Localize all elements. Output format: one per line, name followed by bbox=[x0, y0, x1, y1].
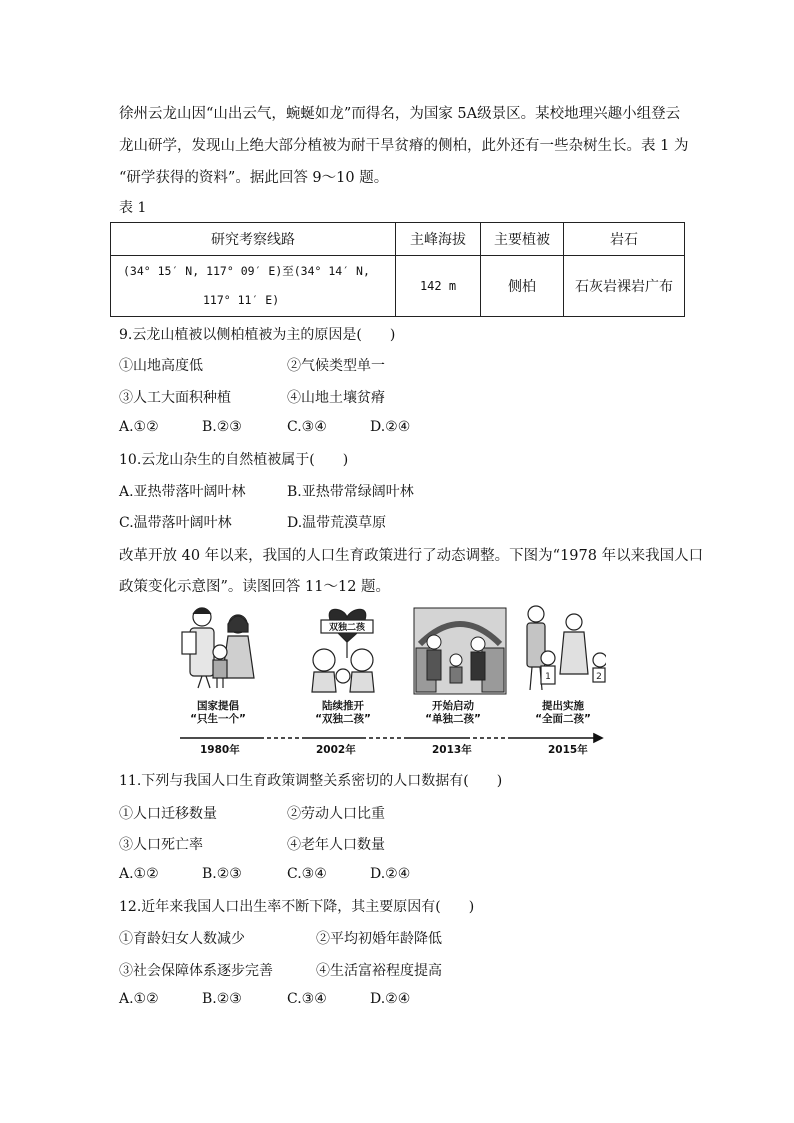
q12-option-4: ④生活富裕程度提高 bbox=[316, 963, 442, 979]
intro-line-2: 龙山研学，发现山上绝大部分植被为耐干旱贫瘠的侧柏，此外还有一些杂树生长。表 1 为 bbox=[119, 138, 689, 154]
table-cell-altitude: 142 m bbox=[396, 256, 481, 317]
q11-option-4: ④老年人口数量 bbox=[287, 837, 385, 853]
table-header-row bbox=[111, 223, 685, 256]
q11-choice-b: B.②③ bbox=[202, 866, 242, 882]
caption-2013-line-1: 开始启动 bbox=[432, 700, 474, 712]
one-child-family-illustration bbox=[182, 608, 254, 688]
table-row bbox=[111, 256, 685, 317]
q9-option-1: ①山地高度低 bbox=[119, 358, 203, 374]
q11-option-3: ③人口死亡率 bbox=[119, 837, 203, 853]
policy-illustration bbox=[176, 600, 606, 756]
q12-choice-d: D.②④ bbox=[370, 991, 411, 1007]
q10-choice-d: D.温带荒漠草原 bbox=[287, 515, 387, 531]
q9-stem: 9.云龙山植被以侧柏植被为主的原因是( ) bbox=[119, 327, 396, 343]
caption-2015 bbox=[518, 700, 608, 726]
table-header-altitude: 主峰海拔 bbox=[396, 223, 481, 256]
route-line-1: (34° 15′ N, 117° 09′ E)至(34° 14′ N, bbox=[123, 264, 370, 278]
q12-option-2: ②平均初婚年龄降低 bbox=[316, 931, 442, 947]
q12-option-1: ①育龄妇女人数减少 bbox=[119, 931, 245, 947]
year-2013: 2013年 bbox=[432, 744, 472, 756]
svg-text:2: 2 bbox=[596, 672, 602, 682]
caption-2013 bbox=[408, 700, 498, 726]
caption-2015-line-1: 提出实施 bbox=[542, 700, 584, 712]
table-header-vegetation: 主要植被 bbox=[481, 223, 564, 256]
q10-choice-a: A.亚热带落叶阔叶林 bbox=[119, 484, 246, 500]
q9-choice-a: A.①② bbox=[119, 419, 159, 435]
svg-text:1: 1 bbox=[545, 672, 551, 682]
intro2-line-2: 政策变化示意图”。读图回答 11～12 题。 bbox=[119, 579, 391, 595]
caption-2002 bbox=[298, 700, 388, 726]
caption-2002-line-2: “双独二孩” bbox=[315, 713, 371, 725]
q12-choice-a: A.①② bbox=[119, 991, 159, 1007]
q9-option-2: ②气候类型单一 bbox=[287, 358, 385, 374]
caption-2013-line-2: “单独二孩” bbox=[425, 713, 481, 725]
q10-stem: 10.云龙山杂生的自然植被属于( ) bbox=[119, 452, 349, 468]
q9-choice-c: C.③④ bbox=[287, 419, 327, 435]
q9-option-3: ③人工大面积种植 bbox=[119, 390, 231, 406]
population-policy-figure bbox=[176, 600, 606, 756]
heart-label: 双独二孩 bbox=[328, 623, 366, 633]
table-cell-route bbox=[111, 256, 396, 317]
caption-2015-line-2: “全面二孩” bbox=[535, 713, 591, 725]
table-caption: 表 1 bbox=[119, 200, 147, 216]
caption-1980-line-2: “只生一个” bbox=[190, 713, 246, 725]
q11-stem: 11.下列与我国人口生育政策调整关系密切的人口数据有( ) bbox=[119, 773, 503, 789]
year-2002: 2002年 bbox=[316, 744, 356, 756]
table-header-rock: 岩石 bbox=[564, 223, 685, 256]
route-line-2: 117° 11′ E) bbox=[203, 293, 280, 307]
table-header-route: 研究考察线路 bbox=[111, 223, 396, 256]
caption-2002-line-1: 陆续推开 bbox=[322, 700, 364, 712]
year-2015: 2015年 bbox=[548, 744, 588, 756]
q12-option-3: ③社会保障体系逐步完善 bbox=[119, 963, 273, 979]
caption-1980 bbox=[173, 700, 263, 726]
q11-option-2: ②劳动人口比重 bbox=[287, 806, 385, 822]
intro2-line-1: 改革开放 40 年以来，我国的人口生育政策进行了动态调整。下图为“1978 年以来我国人口 bbox=[119, 548, 704, 564]
timeline-axis bbox=[180, 734, 602, 742]
q12-choice-c: C.③④ bbox=[287, 991, 327, 1007]
q11-choice-c: C.③④ bbox=[287, 866, 327, 882]
q12-choice-b: B.②③ bbox=[202, 991, 242, 1007]
q10-choice-c: C.温带落叶阔叶林 bbox=[119, 515, 232, 531]
double-only-child-illustration bbox=[312, 609, 374, 692]
q11-option-1: ①人口迁移数量 bbox=[119, 806, 217, 822]
q9-choice-b: B.②③ bbox=[202, 419, 242, 435]
intro-line-1: 徐州云龙山因“山出云气，蜿蜒如龙”而得名，为国家 5A级景区。某校地理兴趣小组登云 bbox=[119, 106, 681, 122]
caption-1980-line-1: 国家提倡 bbox=[197, 700, 239, 712]
q9-choice-d: D.②④ bbox=[370, 419, 411, 435]
year-1980: 1980年 bbox=[200, 744, 240, 756]
table-cell-rock: 石灰岩裸岩广布 bbox=[564, 256, 685, 317]
q9-option-4: ④山地土壤贫瘠 bbox=[287, 390, 385, 406]
q10-choice-b: B.亚热带常绿阔叶林 bbox=[287, 484, 414, 500]
data-table bbox=[110, 222, 685, 317]
intro-line-3: “研学获得的资料”。据此回答 9～10 题。 bbox=[119, 170, 389, 186]
q12-stem: 12.近年来我国人口出生率不断下降，其主要原因有( ) bbox=[119, 899, 475, 915]
single-only-child-illustration bbox=[414, 608, 506, 694]
q11-choice-a: A.①② bbox=[119, 866, 159, 882]
table-cell-vegetation: 侧柏 bbox=[481, 256, 564, 317]
universal-two-child-illustration bbox=[527, 606, 606, 690]
q11-choice-d: D.②④ bbox=[370, 866, 411, 882]
